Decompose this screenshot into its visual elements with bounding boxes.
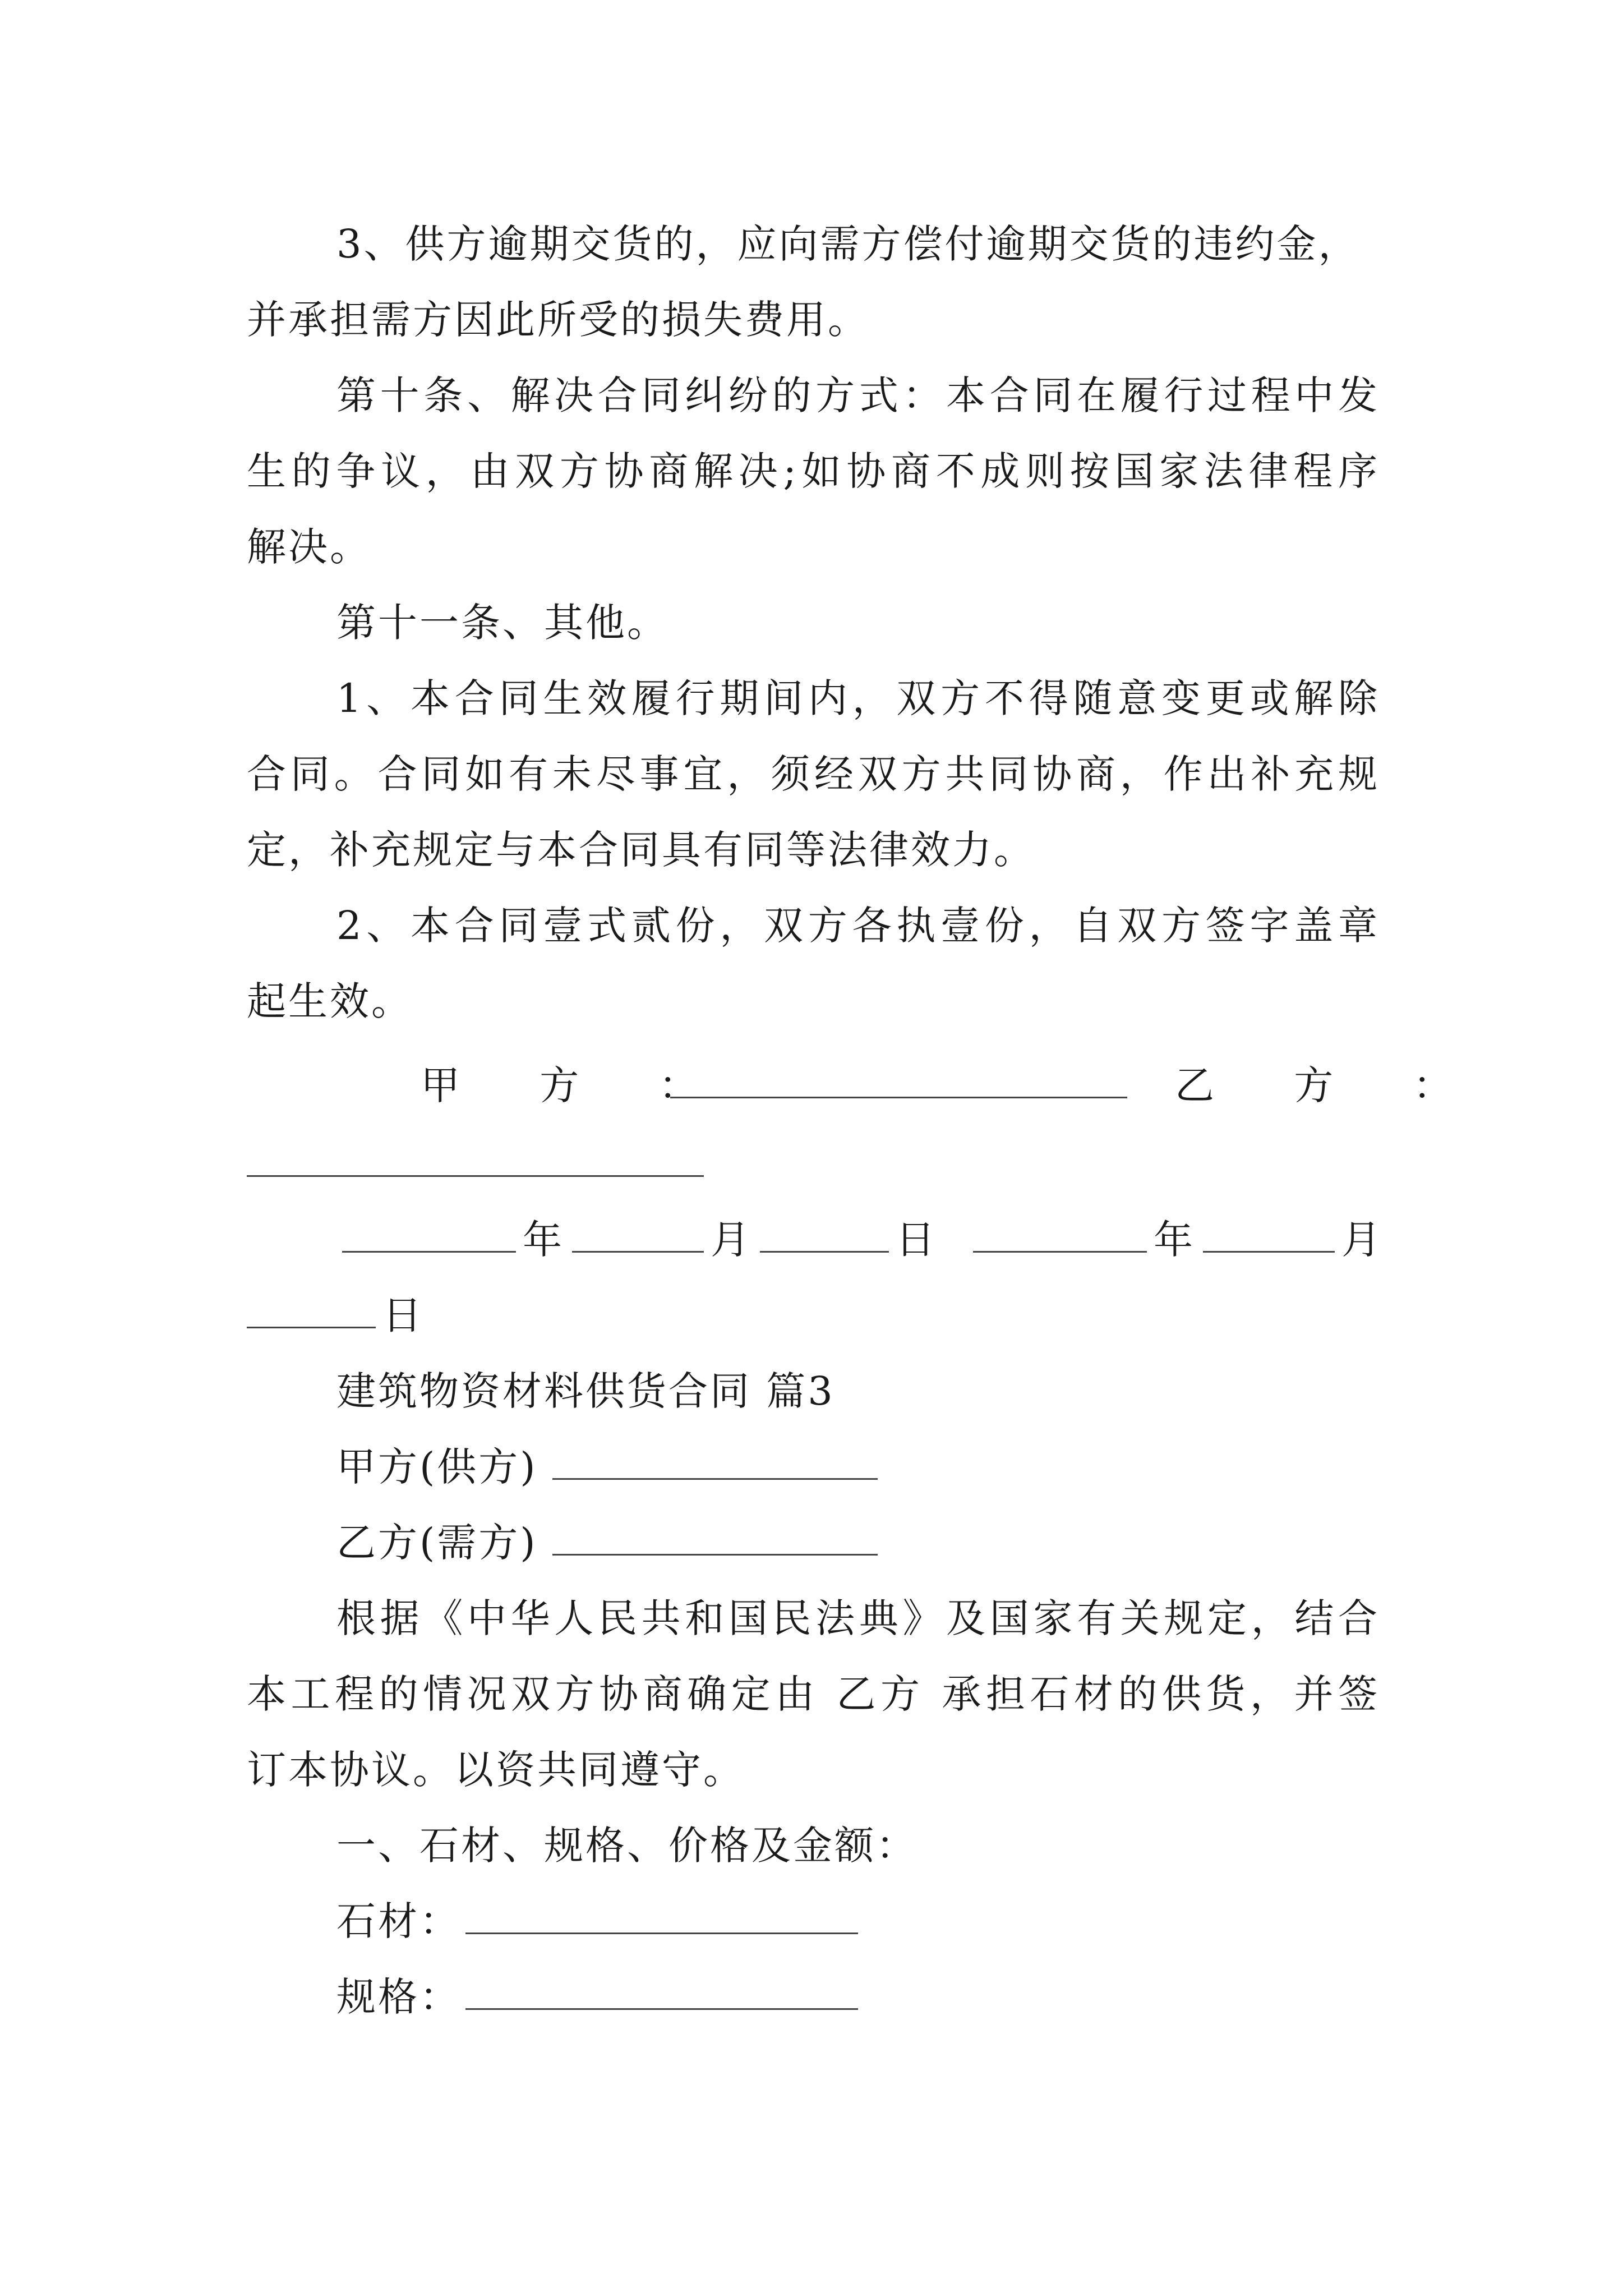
article-11-item-1-line-1: 1、本合同生效履行期间内，双方不得随意变更或解除 bbox=[336, 675, 1380, 721]
party-b-signature-blank bbox=[247, 1136, 704, 1177]
section-3-intro-line-3: 订本协议。以资共同遵守。 bbox=[247, 1747, 745, 1793]
party-b-day-label: 日 bbox=[382, 1292, 422, 1338]
party-a-year-blank bbox=[342, 1212, 516, 1253]
clause-3-line-1: 3、供方逾期交货的，应向需方偿付逾期交货的违约金， bbox=[336, 221, 1360, 267]
section-3-intro-line-1: 根据《中华人民共和国民法典》及国家有关规定，结合 bbox=[336, 1595, 1380, 1641]
party-a-signature-label: 甲 方 ： bbox=[421, 1062, 732, 1108]
party-b-day-blank bbox=[247, 1287, 376, 1328]
party-a-month-label: 月 bbox=[711, 1217, 750, 1263]
clause-3-line-2: 并承担需方因此所受的损失费用。 bbox=[247, 297, 869, 343]
article-10-line-2: 生的争议，由双方协商解决;如协商不成则按国家法律程序 bbox=[247, 448, 1380, 494]
section-3-party-b-label: 乙方(需方) bbox=[336, 1520, 538, 1566]
party-a-signature-blank bbox=[670, 1057, 1127, 1098]
section-3-intro-line-2: 本工程的情况双方协商确定由 乙方 承担石材的供货，并签 bbox=[247, 1671, 1380, 1717]
article-11-item-1-line-3: 定，补充规定与本合同具有同等法律效力。 bbox=[247, 827, 1035, 873]
spec-label: 规格： bbox=[336, 1974, 461, 2020]
article-11-item-2-line-1: 2、本合同壹式贰份，双方各执壹份，自双方签字盖章 bbox=[336, 903, 1380, 949]
party-b-month-label: 月 bbox=[1341, 1217, 1381, 1263]
party-b-month-blank bbox=[1203, 1212, 1335, 1253]
section-3-party-b-blank bbox=[552, 1515, 878, 1556]
article-11-heading: 第十一条、其他。 bbox=[336, 600, 668, 646]
section-3-party-a-blank bbox=[552, 1439, 878, 1480]
stone-blank bbox=[465, 1893, 858, 1934]
party-a-day-blank bbox=[760, 1212, 889, 1253]
article-11-item-2-line-2: 起生效。 bbox=[247, 978, 413, 1024]
section-3-item-heading: 一、石材、规格、价格及金额： bbox=[336, 1823, 917, 1869]
party-b-year-blank bbox=[973, 1212, 1147, 1253]
party-a-month-blank bbox=[572, 1212, 704, 1253]
party-b-year-label: 年 bbox=[1154, 1217, 1193, 1263]
section-3-party-a-label: 甲方(供方) bbox=[336, 1444, 538, 1490]
section-3-title: 建筑物资材料供货合同 篇3 bbox=[336, 1368, 835, 1414]
article-11-item-1-line-2: 合同。合同如有未尽事宜，须经双方共同协商，作出补充规 bbox=[247, 751, 1380, 797]
stone-label: 石材： bbox=[336, 1898, 461, 1944]
article-10-line-1: 第十条、解决合同纠纷的方式：本合同在履行过程中发 bbox=[336, 372, 1380, 418]
party-b-signature-label: 乙 方 ： bbox=[1175, 1062, 1486, 1108]
party-a-year-label: 年 bbox=[523, 1217, 562, 1263]
party-a-day-label: 日 bbox=[896, 1217, 935, 1263]
article-10-line-3: 解决。 bbox=[247, 524, 371, 570]
spec-blank bbox=[465, 1969, 858, 2010]
